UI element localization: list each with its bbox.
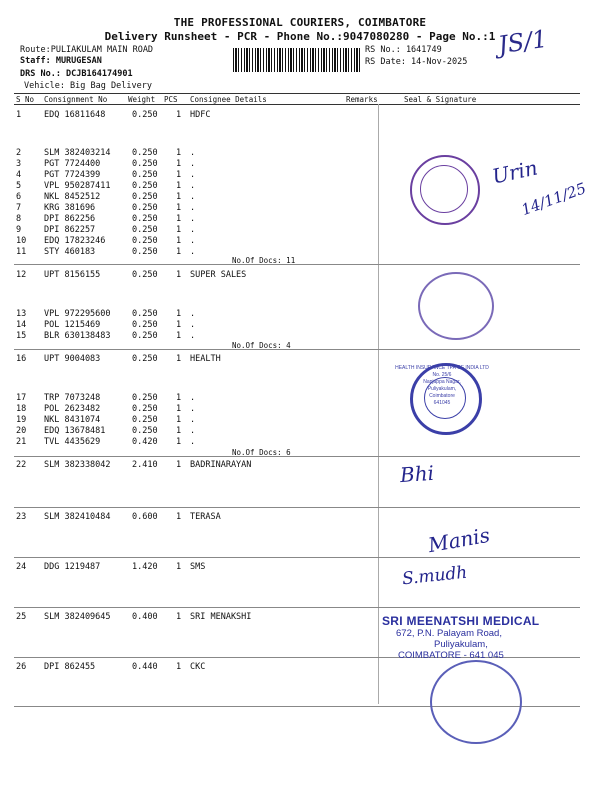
row-sno: 7	[16, 203, 22, 213]
row-pcs: 1	[176, 225, 182, 235]
row-sno: 17	[16, 393, 27, 403]
signature-terasa: Manis	[426, 522, 492, 558]
row-weight: 0.250	[132, 192, 158, 202]
barcode	[233, 48, 360, 72]
row-consignee: .	[190, 225, 196, 235]
row-weight: 0.250	[132, 320, 158, 330]
row-pcs: 1	[176, 393, 182, 403]
row-sno: 19	[16, 415, 27, 425]
row-consignment: EDQ 17823246	[44, 236, 106, 246]
row-consignment: POL 2623482	[44, 404, 101, 414]
group-rule	[14, 456, 580, 457]
row-consignee: .	[190, 247, 196, 257]
row-pcs: 1	[176, 236, 182, 246]
row-consignment: PGT 7724399	[44, 170, 101, 180]
row-pcs: 1	[176, 247, 182, 257]
row-pcs: 1	[176, 437, 182, 447]
row-sno: 14	[16, 320, 27, 330]
row-consignee: .	[190, 331, 196, 341]
row-consignment: SLM 382410484	[44, 512, 111, 522]
row-consignment: UPT 9004083	[44, 354, 101, 364]
row-weight: 0.250	[132, 159, 158, 169]
super-sales-seal	[418, 272, 494, 340]
row-pcs: 1	[176, 460, 182, 470]
doc-count: No.Of Docs: 4	[232, 341, 291, 350]
row-consignee: .	[190, 393, 196, 403]
row-sno: 25	[16, 612, 27, 622]
row-pcs: 1	[176, 192, 182, 202]
group-rule	[14, 507, 580, 508]
row-consignee: .	[190, 214, 196, 224]
signature-date: 14/11/25	[518, 179, 589, 219]
row-sno: 26	[16, 662, 27, 672]
row-consignee: .	[190, 236, 196, 246]
row-consignment: DPI 862455	[44, 662, 96, 672]
row-sno: 1	[16, 110, 22, 120]
row-pcs: 1	[176, 159, 182, 169]
row-pcs: 1	[176, 181, 182, 191]
row-consignee: .	[190, 320, 196, 330]
row-pcs: 1	[176, 203, 182, 213]
header-top-rule	[14, 93, 580, 94]
row-consignment: POL 1215469	[44, 320, 101, 330]
row-consignment: EDQ 16811648	[44, 110, 106, 120]
runsheet-subtitle: Delivery Runsheet - PCR - Phone No.:9047080280 - Page No.:1	[104, 30, 496, 43]
row-consignee: SRI MENAKSHI	[190, 612, 252, 622]
rs-date: RS Date: 14-Nov-2025	[365, 57, 468, 67]
row-pcs: 1	[176, 270, 182, 280]
row-weight: 0.420	[132, 437, 158, 447]
row-weight: 0.250	[132, 270, 158, 280]
row-weight: 0.250	[132, 415, 158, 425]
row-pcs: 1	[176, 426, 182, 436]
row-sno: 10	[16, 236, 27, 246]
row-consignment: NKL 8431074	[44, 415, 101, 425]
col-consignment: Consignment No	[44, 95, 108, 104]
row-consignee: SUPER SALES	[190, 270, 247, 280]
row-consignee: .	[190, 426, 196, 436]
row-sno: 2	[16, 148, 22, 158]
row-consignee: .	[190, 404, 196, 414]
row-consignment: KRG 381696	[44, 203, 96, 213]
row-pcs: 1	[176, 662, 182, 672]
row-consignment: UPT 8156155	[44, 270, 101, 280]
row-consignment: PGT 7724400	[44, 159, 101, 169]
row-pcs: 1	[176, 404, 182, 414]
drs-label: DRS No.: DCJB164174901	[20, 69, 133, 79]
row-weight: 0.250	[132, 181, 158, 191]
col-consignee: Consignee Details	[190, 95, 267, 104]
row-weight: 0.250	[132, 309, 158, 319]
remarks-divider	[378, 104, 379, 704]
group-rule	[14, 349, 580, 350]
group-rule	[14, 557, 580, 558]
row-sno: 13	[16, 309, 27, 319]
row-consignment: VPL 950287411	[44, 181, 111, 191]
row-weight: 0.250	[132, 170, 158, 180]
row-sno: 9	[16, 225, 22, 235]
row-sno: 18	[16, 404, 27, 414]
row-sno: 11	[16, 247, 27, 257]
row-weight: 0.250	[132, 225, 158, 235]
row-sno: 6	[16, 192, 22, 202]
row-sno: 22	[16, 460, 27, 470]
row-consignment: SLM 382403214	[44, 148, 111, 158]
row-consignment: BLR 630138483	[44, 331, 111, 341]
row-consignee: .	[190, 203, 196, 213]
medical-address-stamp: SRI MEENATSHI MEDICAL 672, P.N. Palayam Road, Puliyakulam, COIMBATORE - 641 045	[382, 614, 540, 661]
row-consignee: HEALTH	[190, 354, 221, 364]
row-weight: 0.440	[132, 662, 158, 672]
row-consignee: SMS	[190, 562, 206, 572]
row-consignment: TVL 4435629	[44, 437, 101, 447]
row-consignment: NKL 8452512	[44, 192, 101, 202]
company-title: THE PROFESSIONAL COURIERS, COIMBATORE	[173, 16, 427, 29]
row-weight: 1.420	[132, 562, 158, 572]
vehicle-label: Vehicle: Big Bag Delivery	[24, 81, 152, 91]
row-weight: 0.600	[132, 512, 158, 522]
row-pcs: 1	[176, 309, 182, 319]
row-weight: 2.410	[132, 460, 158, 470]
row-weight: 0.250	[132, 236, 158, 246]
row-sno: 5	[16, 181, 22, 191]
signature-sms: S.mudh	[401, 562, 469, 590]
row-sno: 8	[16, 214, 22, 224]
row-sno: 3	[16, 159, 22, 169]
doc-count: No.Of Docs: 6	[232, 448, 291, 457]
row-weight: 0.250	[132, 393, 158, 403]
rs-number: RS No.: 1641749	[365, 45, 442, 55]
row-consignment: VPL 972295600	[44, 309, 111, 319]
hdfc-round-seal-inner	[420, 165, 468, 213]
row-weight: 0.250	[132, 214, 158, 224]
row-consignee: .	[190, 415, 196, 425]
row-sno: 21	[16, 437, 27, 447]
row-consignment: DDG 1219487	[44, 562, 101, 572]
row-pcs: 1	[176, 110, 182, 120]
row-consignee: .	[190, 437, 196, 447]
row-pcs: 1	[176, 415, 182, 425]
row-pcs: 1	[176, 320, 182, 330]
route-label: Route:PULIAKULAM MAIN ROAD	[20, 45, 154, 55]
row-consignment: TRP 7073248	[44, 393, 101, 403]
health-seal-text: HEALTH INSURANCE TPA OF INDIA LTD No. 25/6 Nanjappa Nagar, Puliyakulam, Coimbatore 641045	[395, 365, 489, 406]
row-sno: 20	[16, 426, 27, 436]
row-weight: 0.250	[132, 247, 158, 257]
doc-count: No.Of Docs: 11	[232, 256, 296, 265]
row-sno: 16	[16, 354, 27, 364]
col-sno: S No	[16, 95, 35, 104]
col-remarks: Remarks	[346, 95, 378, 104]
row-consignee: HDFC	[190, 110, 211, 120]
row-consignment: SLM 382338042	[44, 460, 111, 470]
row-consignee: BADRINARAYAN	[190, 460, 252, 470]
row-weight: 0.250	[132, 331, 158, 341]
row-sno: 15	[16, 331, 27, 341]
row-weight: 0.250	[132, 354, 158, 364]
row-consignment: STY 460183	[44, 247, 96, 257]
row-sno: 23	[16, 512, 27, 522]
row-consignee: .	[190, 192, 196, 202]
row-pcs: 1	[176, 354, 182, 364]
row-weight: 0.250	[132, 203, 158, 213]
row-weight: 0.250	[132, 148, 158, 158]
row-weight: 0.250	[132, 110, 158, 120]
row-consignee: .	[190, 309, 196, 319]
group-rule	[14, 264, 580, 265]
row-pcs: 1	[176, 612, 182, 622]
row-consignee: .	[190, 181, 196, 191]
group-rule	[14, 607, 580, 608]
medical-round-seal	[430, 660, 522, 744]
row-consignment: EDQ 13678481	[44, 426, 106, 436]
row-pcs: 1	[176, 562, 182, 572]
row-pcs: 1	[176, 331, 182, 341]
row-consignee: .	[190, 159, 196, 169]
page-handwritten-mark: JS/1	[496, 24, 550, 60]
row-consignment: DPI 862256	[44, 214, 96, 224]
signature-badrinarayan: Bhi	[399, 460, 435, 488]
row-consignee: CKC	[190, 662, 206, 672]
col-seal: Seal & Signature	[404, 95, 477, 104]
row-weight: 0.250	[132, 404, 158, 414]
signature-hdfc: Urin	[490, 155, 540, 189]
row-consignee: .	[190, 148, 196, 158]
row-weight: 0.250	[132, 426, 158, 436]
header-bottom-rule	[14, 104, 580, 105]
row-consignee: TERASA	[190, 512, 221, 522]
row-sno: 12	[16, 270, 27, 280]
col-pcs: PCS	[164, 95, 178, 104]
row-pcs: 1	[176, 148, 182, 158]
row-pcs: 1	[176, 170, 182, 180]
staff-label: Staff: MURUGESAN	[20, 56, 102, 66]
row-sno: 4	[16, 170, 22, 180]
row-consignee: .	[190, 170, 196, 180]
row-pcs: 1	[176, 214, 182, 224]
row-consignment: SLM 382409645	[44, 612, 111, 622]
row-pcs: 1	[176, 512, 182, 522]
row-sno: 24	[16, 562, 27, 572]
row-consignment: DPI 862257	[44, 225, 96, 235]
col-weight: Weight	[128, 95, 156, 104]
row-weight: 0.400	[132, 612, 158, 622]
